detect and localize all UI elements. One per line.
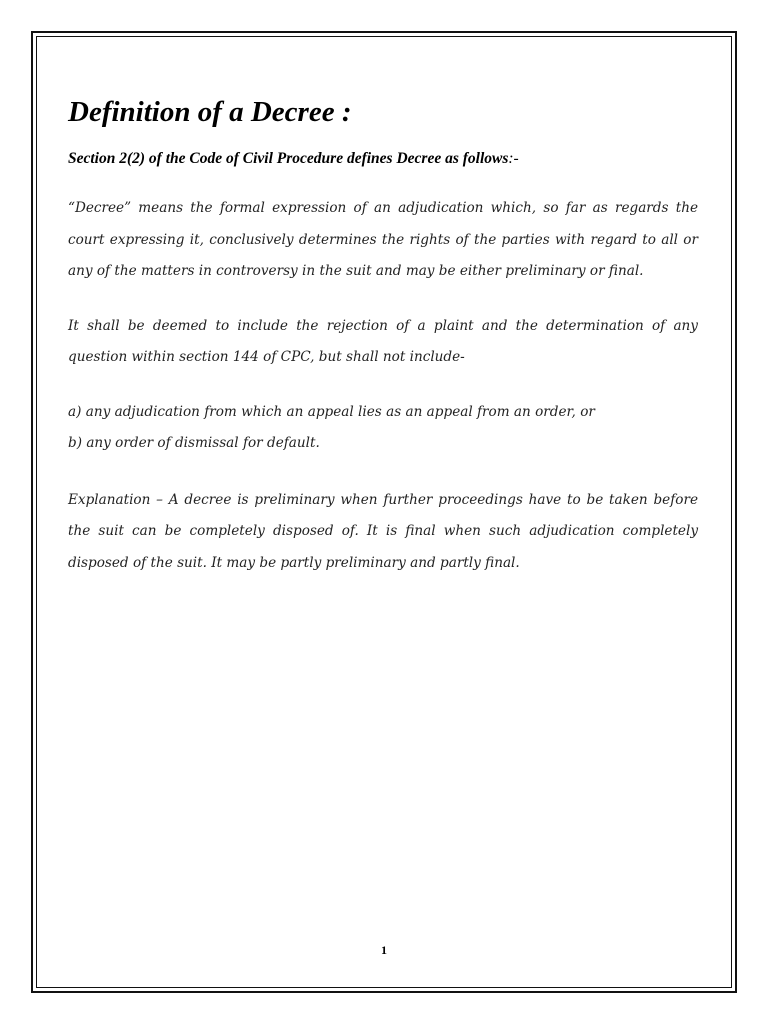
section-intro [68, 148, 698, 170]
list-item: a) any adjudication from which an appeal lies as an appeal from an order, or [68, 403, 595, 420]
document-body [68, 92, 698, 579]
explanation-paragraph: Explanation – A decree is preliminary when further proceedings have to be taken before the suit can be completely disposed of. It is final when such adjudication completely disposed of the suit. It may be partly preliminary and partly final. [68, 491, 698, 571]
decree-definition-paragraph: “Decree” means the formal expression of an adjudication which, so far as regards the court expressing it, conclusively determines the rights of the parties with regard to all or any of the matters in controversy in the suit and may be either preliminary or final. [68, 200, 698, 279]
page-number: 1 [381, 943, 387, 957]
list-item: b) any order of dismissal for default. [68, 435, 320, 451]
page-title: Definition of a Decree : [68, 96, 352, 128]
section-intro-suffix: :- [508, 150, 519, 167]
deemed-inclusion-paragraph: It shall be deemed to include the rejection of a plaint and the determination of any question within section 144 of CPC, but shall not include- [68, 317, 698, 365]
section-intro-text: Section 2(2) of the Code of Civil Procedure defines Decree as follows [68, 150, 509, 167]
exclusions-list [68, 397, 698, 460]
